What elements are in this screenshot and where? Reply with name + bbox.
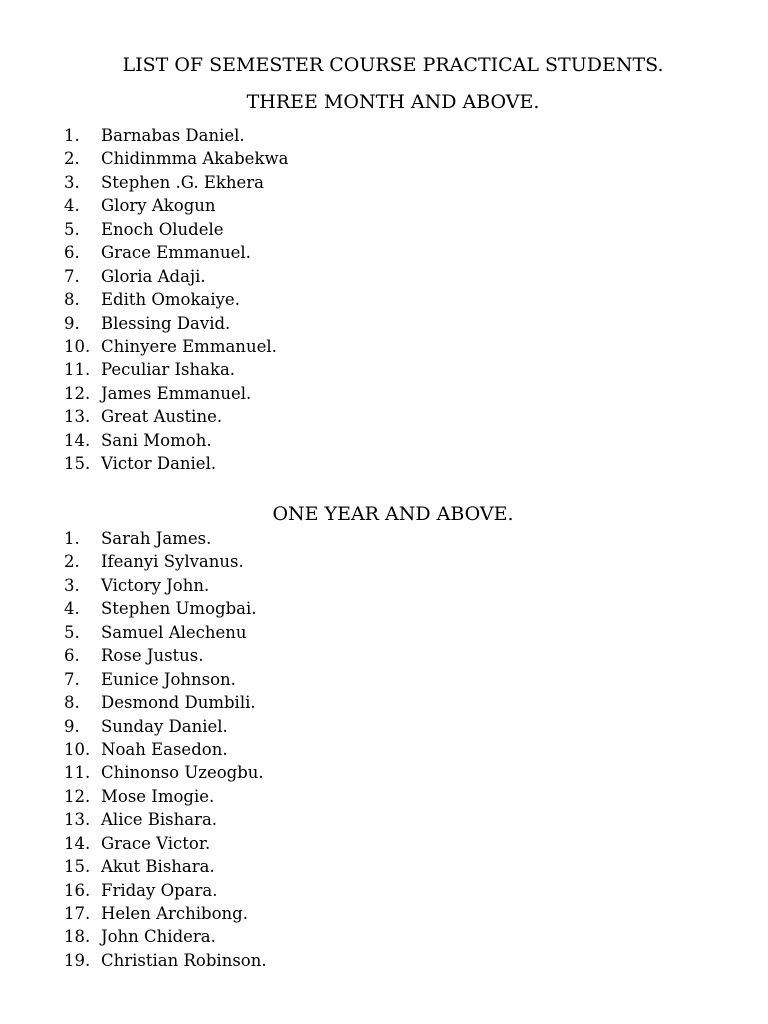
student-name: Sunday Daniel. <box>101 716 228 736</box>
student-name: Gloria Adaji. <box>101 266 206 286</box>
student-number: 12. <box>64 383 91 403</box>
student-number: 15. <box>64 857 91 877</box>
student-name: Akut Bishara. <box>101 857 215 877</box>
student-number: 10. <box>64 336 91 356</box>
student-name: Glory Akogun <box>101 196 216 216</box>
section-heading-three-month: THREE MONTH AND ABOVE. <box>246 91 540 113</box>
student-name: Christian Robinson. <box>101 950 267 970</box>
student-list-item <box>64 171 288 194</box>
section-heading-one-year: ONE YEAR AND ABOVE. <box>272 503 514 525</box>
student-name: Helen Archibong. <box>101 904 248 923</box>
student-list-item <box>64 452 288 475</box>
student-name: Stephen Umogbai. <box>101 599 257 619</box>
student-name: Grace Victor. <box>101 833 211 853</box>
student-name: Victory John. <box>101 575 210 595</box>
student-list-item <box>64 265 288 288</box>
student-number: 8. <box>64 693 80 713</box>
student-list-item <box>64 761 267 784</box>
student-number: 12. <box>64 786 91 806</box>
student-name: Great Austine. <box>101 407 223 427</box>
student-name: Victor Daniel. <box>101 454 217 474</box>
student-list-item <box>64 194 288 217</box>
student-number: 7. <box>64 669 80 689</box>
student-name: Friday Opara. <box>101 880 218 900</box>
student-list-item <box>64 902 267 925</box>
student-list-one-year <box>64 527 267 972</box>
student-list-three-month <box>64 124 288 476</box>
document-title: LIST OF SEMESTER COURSE PRACTICAL STUDENTS. <box>122 54 664 76</box>
student-name: Desmond Dumbili. <box>101 693 256 713</box>
student-number: 11. <box>64 360 91 380</box>
student-name: Stephen .G. Ekhera <box>101 172 265 192</box>
student-list-item <box>64 879 267 902</box>
student-list-item <box>64 405 288 428</box>
student-name: Chinonso Uzeogbu. <box>101 763 264 783</box>
student-name: Noah Easedon. <box>101 739 228 759</box>
student-list-item <box>64 241 288 264</box>
student-list-item <box>64 312 288 335</box>
student-number: 4. <box>64 196 80 216</box>
student-number: 9. <box>64 313 80 333</box>
student-list-item <box>64 429 288 452</box>
student-number: 6. <box>64 646 80 666</box>
student-number: 11. <box>64 763 91 783</box>
student-name: John Chidera. <box>101 927 216 947</box>
student-number: 3. <box>64 575 80 595</box>
student-name: Rose Justus. <box>101 646 204 666</box>
student-number: 9. <box>64 716 80 736</box>
student-list-item <box>64 808 267 831</box>
student-name: Enoch Oludele <box>101 219 224 239</box>
student-name: Chinyere Emmanuel. <box>101 336 277 356</box>
student-name: Barnabas Daniel. <box>101 126 245 145</box>
student-number: 14. <box>64 833 91 853</box>
student-list-item <box>64 832 267 855</box>
student-list-item <box>64 527 267 550</box>
student-number: 1. <box>64 529 80 548</box>
student-number: 16. <box>64 880 91 900</box>
student-name: Mose Imogie. <box>101 786 215 806</box>
student-list-item <box>64 715 267 738</box>
student-name: James Emmanuel. <box>101 383 252 403</box>
student-number: 5. <box>64 622 80 642</box>
student-number: 4. <box>64 599 80 619</box>
student-list-item <box>64 597 267 620</box>
student-list-item <box>64 785 267 808</box>
student-list-item <box>64 147 288 170</box>
student-name: Ifeanyi Sylvanus. <box>101 552 244 572</box>
student-list-item <box>64 382 288 405</box>
student-number: 6. <box>64 243 80 263</box>
student-number: 19. <box>64 950 91 970</box>
student-number: 3. <box>64 172 80 192</box>
student-number: 2. <box>64 552 80 572</box>
student-list-item <box>64 644 267 667</box>
student-list-item <box>64 335 288 358</box>
student-number: 13. <box>64 810 91 830</box>
student-list-item <box>64 574 267 597</box>
student-number: 1. <box>64 126 80 145</box>
student-list-item <box>64 691 267 714</box>
student-name: Alice Bishara. <box>101 810 218 830</box>
student-number: 10. <box>64 739 91 759</box>
student-number: 8. <box>64 290 80 310</box>
student-number: 2. <box>64 149 80 169</box>
student-name: Grace Emmanuel. <box>101 243 251 263</box>
student-name: Edith Omokaiye. <box>101 290 240 310</box>
student-list-item <box>64 218 288 241</box>
student-name: Peculiar Ishaka. <box>101 360 236 380</box>
student-name: Samuel Alechenu <box>101 622 247 642</box>
student-name: Sarah James. <box>101 529 212 548</box>
student-list-item <box>64 925 267 948</box>
student-list-item <box>64 124 288 147</box>
student-list-item <box>64 855 267 878</box>
student-number: 18. <box>64 927 91 947</box>
student-number: 5. <box>64 219 80 239</box>
student-list-item <box>64 621 267 644</box>
student-list-item <box>64 668 267 691</box>
student-name: Chidinmma Akabekwa <box>101 149 289 169</box>
student-list-item <box>64 738 267 761</box>
student-list-item <box>64 550 267 573</box>
student-number: 13. <box>64 407 91 427</box>
student-name: Sani Momoh. <box>101 430 212 450</box>
student-list-item <box>64 949 267 972</box>
student-number: 17. <box>64 904 91 923</box>
student-number: 15. <box>64 454 91 474</box>
student-number: 7. <box>64 266 80 286</box>
student-number: 14. <box>64 430 91 450</box>
student-name: Blessing David. <box>101 313 231 333</box>
student-list-item <box>64 288 288 311</box>
student-name: Eunice Johnson. <box>101 669 236 689</box>
student-list-item <box>64 358 288 381</box>
